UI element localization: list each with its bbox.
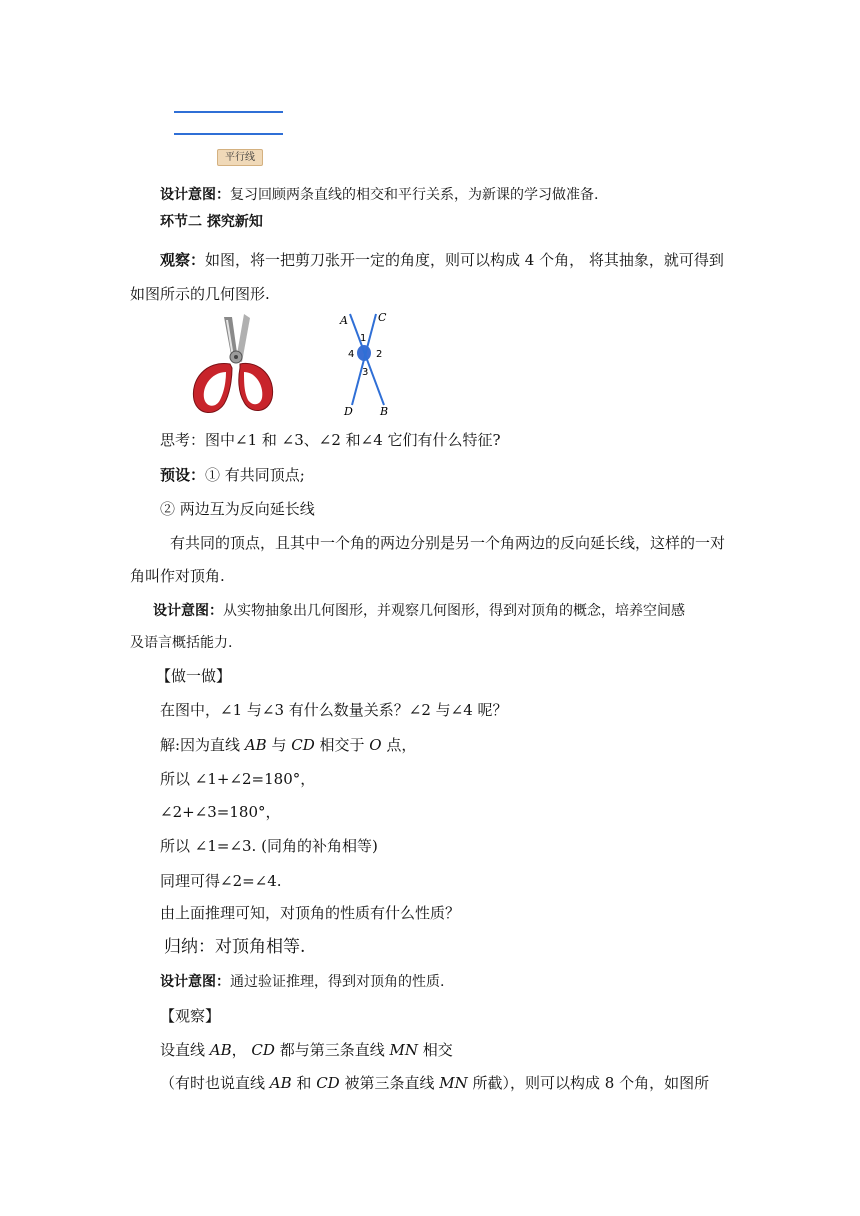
intent-1-text: 复习回顾两条直线的相交和平行关系，为新课的学习做准备.	[230, 187, 599, 203]
label-A: A	[340, 314, 348, 327]
preset-line-2: ② 两边互为反向延长线	[160, 500, 315, 518]
label-1: 1	[360, 333, 367, 344]
vertical-angles-figure	[338, 308, 398, 420]
definition-line-2: 角叫作对顶角.	[130, 567, 225, 585]
intent-3-line	[160, 972, 444, 992]
intent-2-line-2: 及语言概括能力.	[130, 635, 233, 651]
o2-l1-CD: CD	[251, 1041, 275, 1059]
sol-prefix: 解:因为直线	[160, 736, 245, 754]
o2-l2-c: 被第三条直线	[339, 1074, 440, 1092]
label-D: D	[344, 405, 353, 418]
observe-line-2: 如图所示的几何图形.	[130, 285, 270, 303]
observe2-line-2	[160, 1073, 709, 1093]
observe-label: 观察：	[160, 251, 206, 269]
preset-1: ① 有共同顶点;	[205, 466, 305, 484]
intent-3-label: 设计意图：	[160, 974, 230, 990]
scissors-image	[186, 312, 278, 422]
observe-text-1: 如图，将一把剪刀张开一定的角度，则可以构成 4 个角， 将其抽象，就可得到	[205, 251, 724, 269]
o2-l1-b: ，	[231, 1041, 252, 1059]
preset-line-1	[160, 465, 305, 485]
sol-CD: CD	[291, 736, 315, 754]
o2-l2-MN: MN	[439, 1074, 468, 1092]
intent-1-label: 设计意图：	[160, 187, 230, 203]
label-2: 2	[376, 349, 383, 360]
o2-l1-d: 相交	[417, 1041, 453, 1059]
doit-question: 在图中，∠1 与∠3 有什么数量关系？∠2 与∠4 呢？	[160, 701, 508, 719]
sol-mid: 与	[266, 736, 292, 754]
label-C: C	[378, 311, 387, 324]
equation-1: 所以 ∠1+∠2=180°，	[160, 770, 316, 788]
sol-mid2: 相交于	[314, 736, 370, 754]
intent-1	[160, 185, 598, 205]
o2-l1-AB: AB	[209, 1041, 232, 1059]
sol-O: O	[369, 736, 382, 754]
section-heading: 环节二 探究新知	[160, 214, 263, 230]
parallel-tag: 平行线	[217, 149, 263, 166]
sol-AB: AB	[244, 736, 267, 754]
o2-l1-a: 设直线	[160, 1041, 210, 1059]
parallel-line-top	[174, 111, 283, 113]
observe2-line-1	[160, 1040, 453, 1060]
intent-3-text: 通过验证推理，得到对顶角的性质.	[230, 974, 445, 990]
label-B: B	[380, 405, 389, 418]
equation-2: ∠2+∠3=180°，	[160, 803, 281, 821]
definition-line-1: 有共同的顶点，且其中一个角的两边分别是另一个角两边的反向延长线，这样的一对	[170, 534, 726, 552]
observe-line-1	[160, 250, 724, 270]
o2-l2-b: 和	[291, 1074, 317, 1092]
o2-l2-AB: AB	[269, 1074, 292, 1092]
o2-l2-d: 所截），则可以构成 8 个角，如图所	[467, 1074, 710, 1092]
property-question: 由上面推理可知，对顶角的性质有什么性质？	[160, 904, 461, 922]
equation-4: 同理可得∠2=∠4.	[160, 872, 282, 890]
o2-l2-a: （有时也说直线	[160, 1074, 270, 1092]
solution-line	[160, 735, 416, 755]
o2-l1-c: 都与第三条直线	[274, 1041, 390, 1059]
equation-3: 所以 ∠1=∠3. (同角的补角相等)	[160, 837, 378, 855]
doit-heading: 【做一做】	[156, 667, 232, 685]
parallel-line-bottom	[174, 133, 283, 135]
observe2-heading: 【观察】	[160, 1007, 221, 1025]
think-line: 思考：图中∠1 和 ∠3、∠2 和∠4 它们有什么特征?	[160, 431, 501, 449]
preset-label: 预设：	[160, 466, 206, 484]
sol-end: 点，	[381, 736, 417, 754]
o2-l1-MN: MN	[389, 1041, 418, 1059]
intent-2-text-1: 从实物抽象出几何图形，并观察几何图形，得到对顶角的概念，培养空间感	[223, 603, 685, 619]
intent-2-line-1	[153, 601, 685, 621]
conclusion: 归纳：对顶角相等.	[164, 937, 306, 957]
o2-l2-CD: CD	[316, 1074, 340, 1092]
intent-2-label: 设计意图：	[153, 603, 223, 619]
label-3: 3	[362, 367, 369, 378]
label-4: 4	[348, 349, 355, 360]
